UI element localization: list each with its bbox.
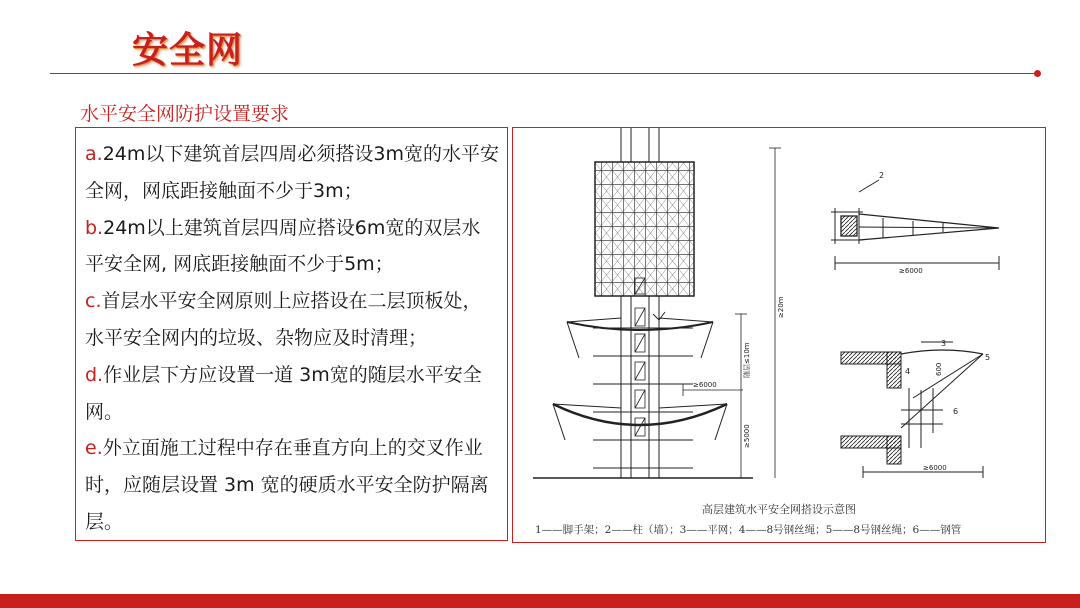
label-5: 5: [985, 353, 991, 362]
safety-net-diagram-panel: [512, 127, 1046, 543]
figure-caption: 高层建筑水平安全网搭设示意图: [702, 503, 856, 516]
requirement-a: [85, 136, 499, 210]
building-elevation: [533, 128, 753, 478]
figure-legend: 1——脚手架；2——柱（墙）；3——平网；4——8号钢丝绳；5——8号钢丝绳；6——钢管: [535, 524, 962, 536]
requirements-panel: [75, 127, 508, 541]
requirement-letter: d.: [85, 363, 104, 386]
requirement-c: [85, 283, 499, 357]
requirement-letter: c.: [85, 290, 102, 313]
requirement-text: 外立面施工过程中存在垂直方向上的交叉作业时，应随层设置 3m 宽的硬质水平安全防护隔离层。: [85, 437, 489, 533]
section-subtitle: 水平安全网防护设置要求: [80, 103, 290, 125]
slide-title: 安全网: [132, 30, 244, 71]
dimension-lines: [683, 148, 781, 478]
dim-6000-top: ≥6000: [899, 267, 923, 275]
label-6: 6: [953, 407, 959, 416]
label-4: 4: [905, 367, 911, 376]
requirement-b: [85, 210, 499, 284]
requirement-letter: e.: [85, 437, 103, 460]
detail-top: [831, 180, 999, 270]
label-3: 3: [941, 339, 947, 348]
dim-6000-bottom: ≥6000: [923, 464, 947, 472]
requirement-e: [85, 430, 499, 540]
title-divider-dot: [1034, 70, 1041, 77]
vertical-safety-net: [595, 162, 694, 296]
dim-5000: ≥5000: [743, 424, 751, 448]
requirement-text: 作业层下方应设置一道 3m宽的随层水平安全网。: [85, 363, 482, 423]
safety-net-diagram: [513, 128, 1047, 544]
detail-bottom: [841, 342, 983, 478]
dim-6000-mid: ≥6000: [693, 381, 717, 389]
footer-bar: [0, 594, 1080, 608]
title-divider: [50, 73, 1038, 74]
requirement-letter: b.: [85, 216, 104, 239]
label-600: 600: [935, 362, 943, 376]
dim-total-height: ≥20m: [777, 296, 785, 318]
requirement-d: [85, 357, 499, 431]
label-2: 2: [879, 171, 885, 180]
requirement-letter: a.: [85, 143, 103, 165]
requirement-text: 首层水平安全网原则上应搭设在二层顶板处，水平安全网内的垃圾、杂物应及时清理；: [85, 290, 482, 349]
requirement-text: 24m以下建筑首层四周必须搭设3m宽的水平安全网，网底距接触面不少于3m；: [85, 143, 499, 202]
dim-lower-height: 随层≤10m: [743, 342, 751, 378]
requirement-text: 24m以上建筑首层四周应搭设6m宽的双层水平安全网, 网底距接触面不少于5m；: [85, 216, 481, 276]
